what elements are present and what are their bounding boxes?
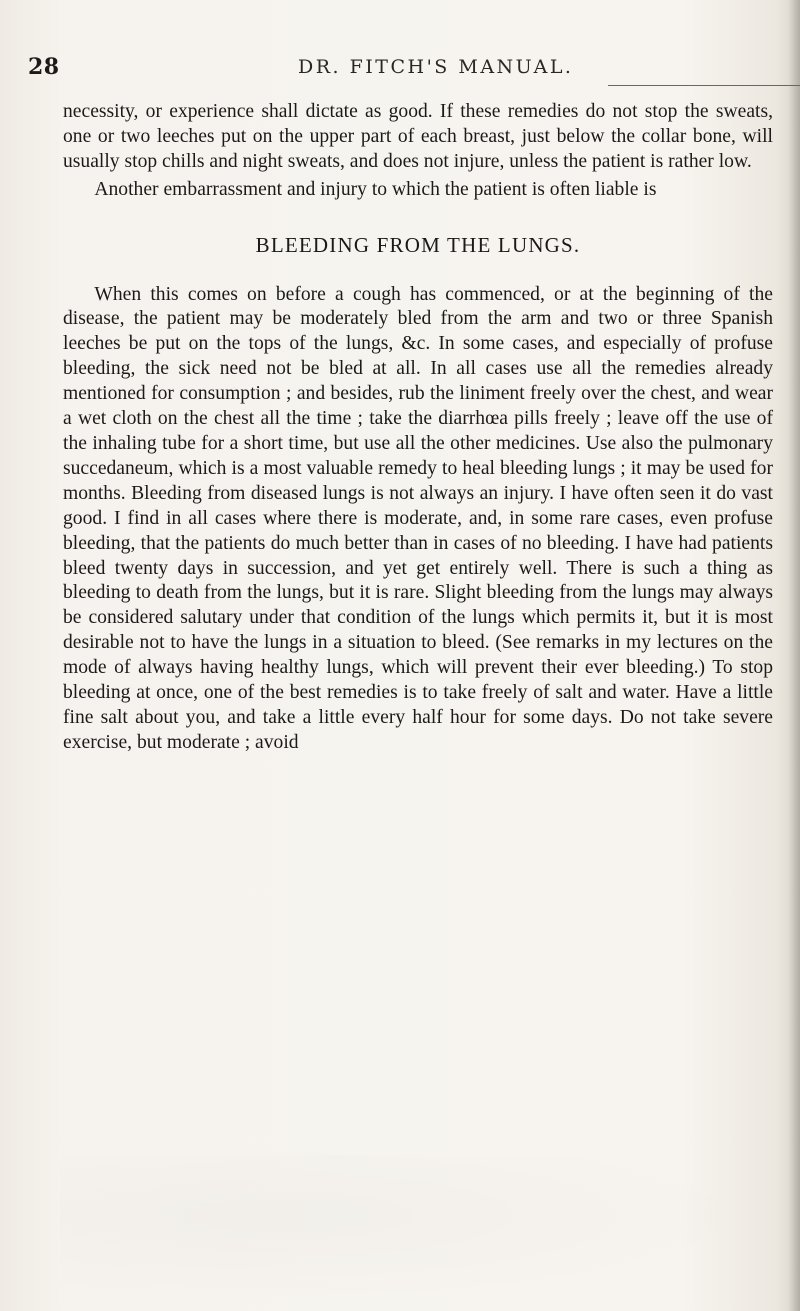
paragraph-embarrassment: Another embarrassment and injury to which the patient is often liable is [94,178,657,200]
paragraph-sweats: necessity, or experience shall dictate as good. If these remedies do not stop the sweats, one or two leeches put on the upper part of each breast, just below the collar bone, will usually stop chills and night sweats, and does not injure, unless the patient is rather low. [63,101,773,172]
section-heading: BLEEDING FROM THE LUNGS. [255,232,581,257]
page-number: 28 [28,54,60,80]
page-body [63,100,773,756]
header-rule [608,85,800,86]
running-head: DR. FITCH'S MANUAL. [298,56,574,78]
page-edge-shadow [788,0,800,1311]
page-header [28,54,788,84]
paper-smudge [60,1155,780,1305]
paragraph-bleeding: When this comes on before a cough has commenced, or at the beginning of the disease, the patient may be moderately bled from the arm and two or three Spanish leeches be put on the tops of the lungs, &c. In some cases, and especially of profuse bleeding, the sick need not be bled at all. In all cases use all the remedies already mentioned for consumption ; and besides, rub the liniment freely over the chest, and wear a wet cloth on the chest all the time ; take the diarrhœa pills freely ; leave off the use of the inhaling tube for a short time, but use all the other medicines. Use also the pulmonary succedaneum, which is a most valuable remedy to heal bleeding lungs ; it may be used for months. Bleeding from diseased lungs is not always an injury. I have often seen it do vast good. I find in all cases where there is moderate, and, in some rare cases, even profuse bleeding, that the patients do much better than in cases of no bleeding. I have had patients bleed twenty days in succession, and yet get entirely well. There is such a thing as bleeding to death from the lungs, but it is rare. Slight bleeding from the lungs may always be considered salutary under that condition of the lungs which permits it, but it is most desirable not to have the lungs in a situation to bleed. (See remarks in my lectures on the mode of always having healthy lungs, which will prevent their ever bleeding.) To stop bleeding at once, one of the best remedies is to take freely of salt and water. Have a little fine salt about you, and take a little every half hour for some days. Do not take severe exercise, but moderate ; avoid [63,283,773,753]
